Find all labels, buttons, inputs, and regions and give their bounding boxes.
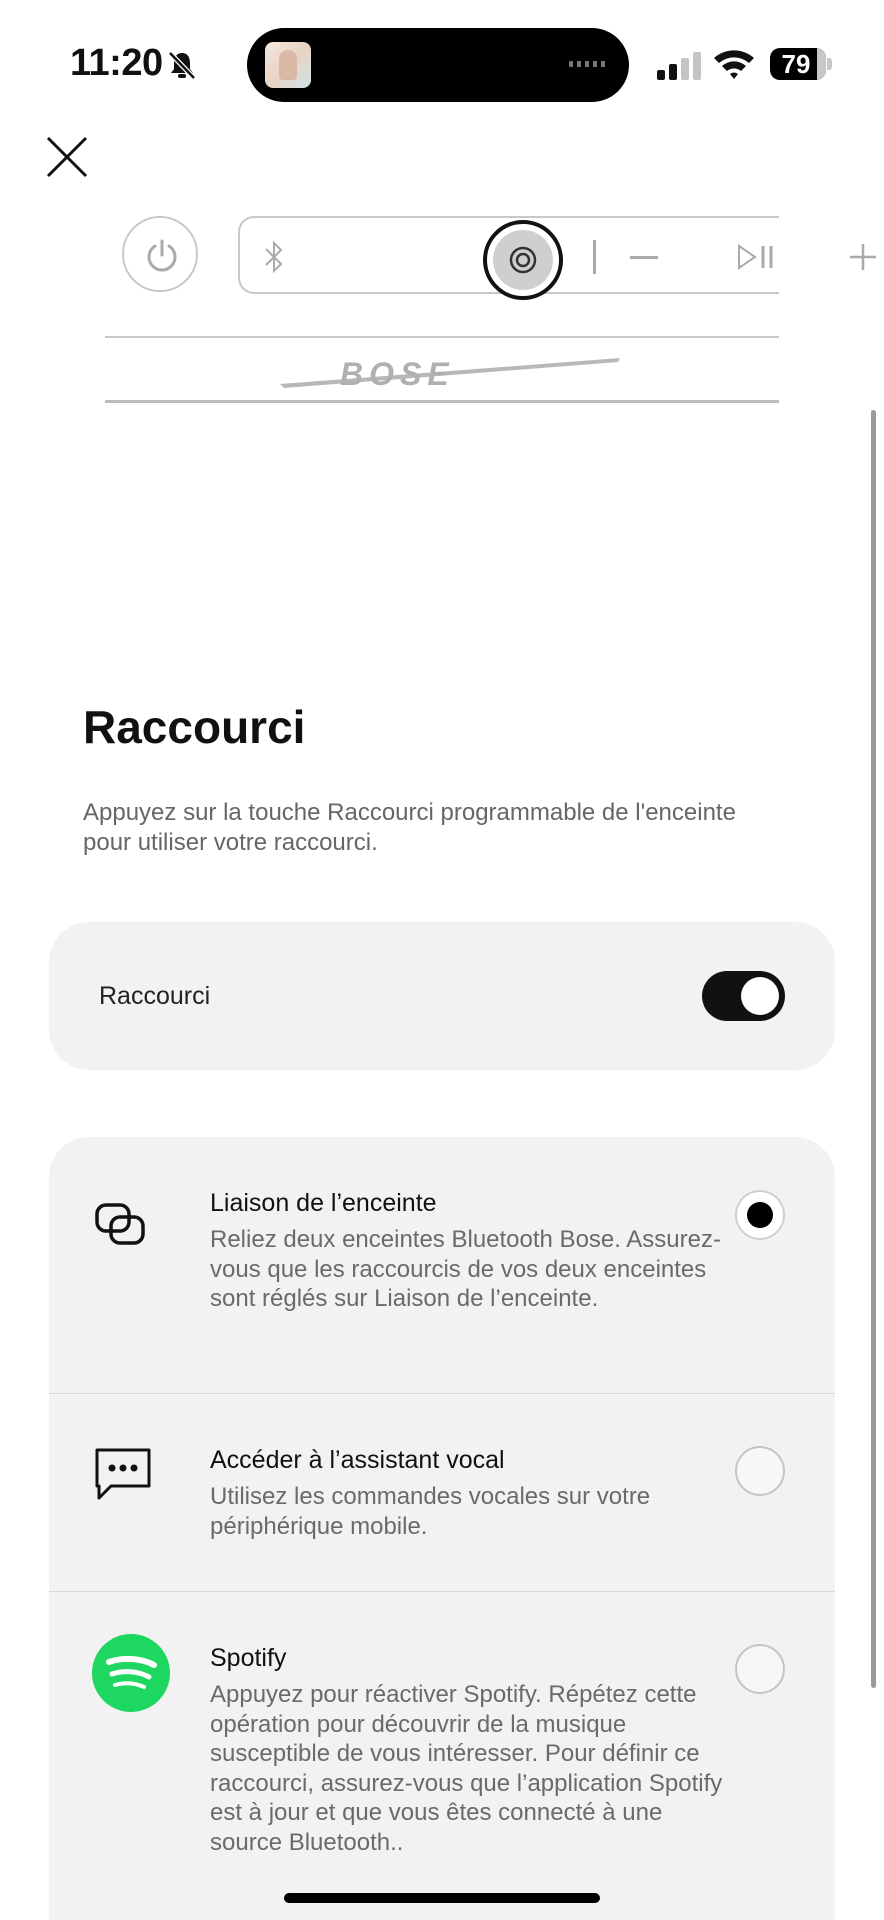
svg-text:BOSE: BOSE xyxy=(340,358,455,390)
bluetooth-icon xyxy=(260,218,288,296)
page-subtitle: Appuyez sur la touche Raccourci programmable de l'enceinte pour utiliser votre raccourci. xyxy=(83,799,736,856)
link-icon xyxy=(93,1199,149,1247)
dynamic-island[interactable] xyxy=(247,28,629,102)
option-description: Utilisez les commandes vocales sur votre périphérique mobile. xyxy=(210,1483,651,1540)
scrollbar[interactable] xyxy=(871,410,876,1688)
status-bar xyxy=(0,0,884,120)
close-icon[interactable] xyxy=(44,134,90,180)
bell-slash-icon xyxy=(165,48,199,82)
bose-logo xyxy=(280,358,620,390)
shortcut-toggle-card xyxy=(49,922,835,1070)
option-voice-assistant[interactable] xyxy=(49,1394,835,1591)
option-description: Appuyez pour réactiver Spotify. Répétez cette opération pour découvrir de la musique susceptible de vous intéresser. Pour définir ce raccourci, assurez-vous que l’application Spotify est à jour et que vous êtes connecté à une source Bluetooth.. xyxy=(210,1681,723,1856)
option-speaker-link[interactable] xyxy=(49,1137,835,1393)
now-playing-artwork xyxy=(265,42,311,88)
wifi-icon xyxy=(712,46,756,80)
spotify-icon xyxy=(92,1634,170,1712)
home-indicator[interactable] xyxy=(284,1893,600,1903)
radio-spotify[interactable] xyxy=(735,1644,785,1694)
plus-icon xyxy=(848,218,878,296)
chat-bubble-icon xyxy=(93,1446,153,1502)
shortcut-toggle[interactable] xyxy=(702,971,785,1021)
speaker-control-bar xyxy=(238,216,779,294)
option-description: Reliez deux enceintes Bluetooth Bose. Assurez-vous que les raccourcis de vos deux enceintes sont réglés sur Liaison de l’enceinte. xyxy=(210,1226,721,1312)
speaker-illustration xyxy=(105,210,779,410)
page-title: Raccourci xyxy=(83,701,306,753)
signal-icon xyxy=(657,52,701,80)
play-pause-icon xyxy=(737,218,777,296)
status-time: 11:20 xyxy=(70,42,163,84)
option-title: Accéder à l’assistant vocal xyxy=(210,1446,505,1474)
power-icon xyxy=(122,216,198,292)
shortcut-toggle-label: Raccourci xyxy=(99,982,211,1010)
battery-icon xyxy=(770,48,832,80)
battery-level: 79 xyxy=(781,49,811,79)
option-spotify[interactable] xyxy=(49,1592,835,1920)
minus-icon xyxy=(628,218,660,296)
radio-voice-assistant[interactable] xyxy=(735,1446,785,1496)
audio-waveform-icon xyxy=(569,61,609,67)
speaker-top-edge xyxy=(105,336,779,338)
shortcut-options-list xyxy=(49,1137,835,1920)
option-title: Liaison de l’enceinte xyxy=(210,1189,437,1217)
toggle-knob xyxy=(741,977,779,1015)
radio-speaker-link[interactable] xyxy=(735,1190,785,1240)
control-group xyxy=(530,218,850,296)
speaker-grille-edge xyxy=(105,400,779,403)
option-title: Spotify xyxy=(210,1644,287,1672)
